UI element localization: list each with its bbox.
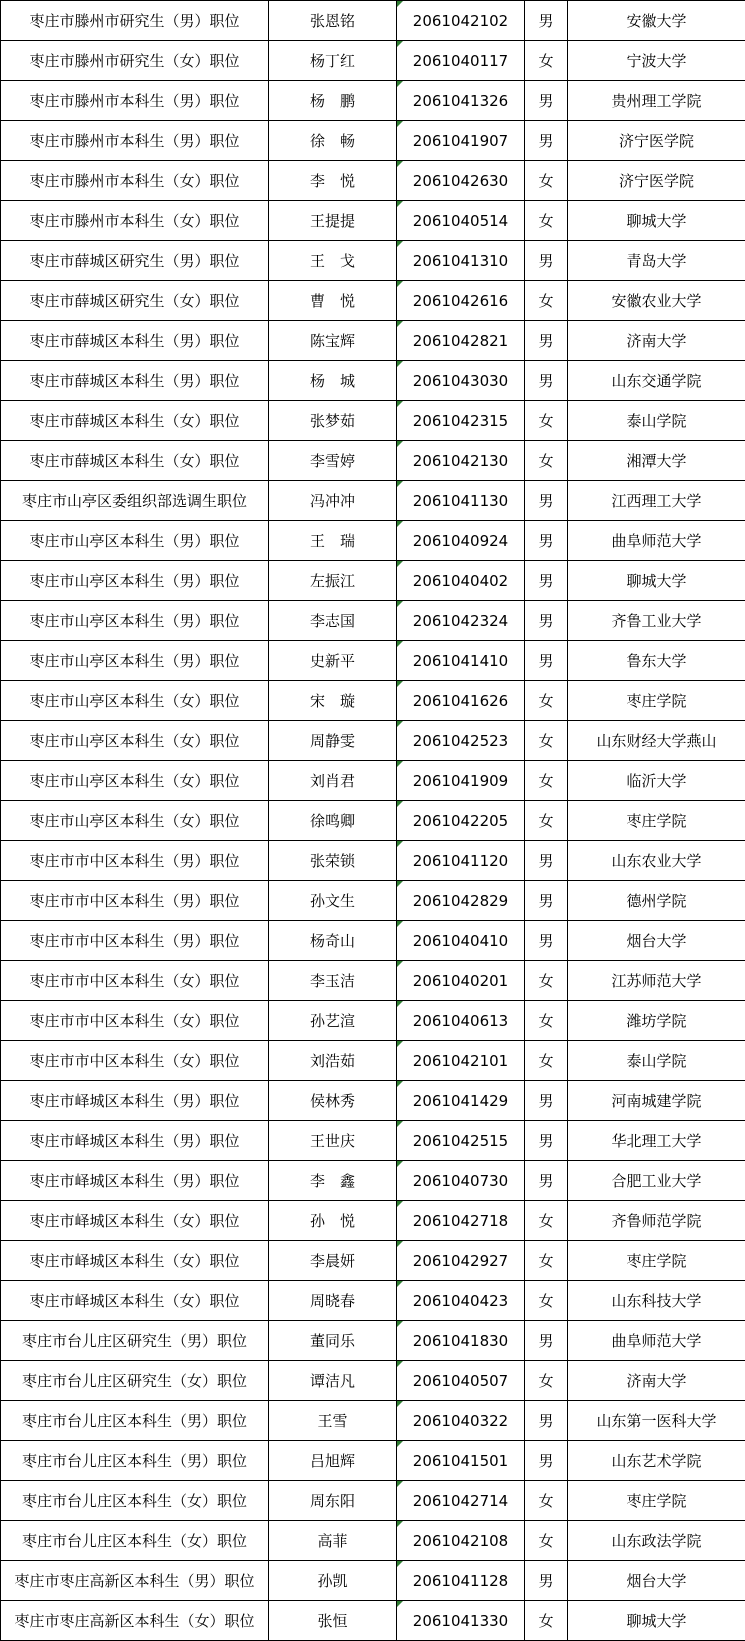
position-cell: 枣庄市山亭区本科生（女）职位 [1,721,269,761]
exam-id-cell: 2061041501 [397,1441,525,1481]
gender-cell: 女 [525,1281,568,1321]
table-row [1,361,745,401]
exam-id-cell: 2061042102 [397,1,525,41]
position-cell: 枣庄市峄城区本科生（女）职位 [1,1201,269,1241]
gender-cell: 男 [525,521,568,561]
position-cell: 枣庄市峄城区本科生（女）职位 [1,1281,269,1321]
exam-id-cell: 2061041120 [397,841,525,881]
name-cell: 左振江 [269,561,397,601]
gender-cell: 男 [525,361,568,401]
exam-id-cell: 2061040924 [397,521,525,561]
table-row [1,801,745,841]
gender-cell: 女 [525,1521,568,1561]
table-row [1,1441,745,1481]
exam-id-cell: 2061041130 [397,481,525,521]
exam-id-cell: 2061041909 [397,761,525,801]
position-cell: 枣庄市薛城区本科生（男）职位 [1,321,269,361]
table-row [1,1561,745,1601]
position-cell: 枣庄市滕州市研究生（男）职位 [1,1,269,41]
exam-id-cell: 2061040117 [397,41,525,81]
exam-id-cell: 2061042205 [397,801,525,841]
exam-id-cell: 2061041429 [397,1081,525,1121]
school-cell: 华北理工大学 [568,1121,745,1161]
school-cell: 山东科技大学 [568,1281,745,1321]
school-cell: 聊城大学 [568,1601,745,1641]
exam-id-cell: 2061042630 [397,161,525,201]
school-cell: 齐鲁工业大学 [568,601,745,641]
name-cell: 孙艺渲 [269,1001,397,1041]
gender-cell: 女 [525,1001,568,1041]
position-cell: 枣庄市峄城区本科生（男）职位 [1,1081,269,1121]
exam-id-cell: 2061042829 [397,881,525,921]
name-cell: 宋 璇 [269,681,397,721]
table-row [1,1401,745,1441]
table-row [1,881,745,921]
table-row [1,321,745,361]
exam-id-cell: 2061040613 [397,1001,525,1041]
school-cell: 枣庄学院 [568,801,745,841]
school-cell: 济宁医学院 [568,161,745,201]
school-cell: 枣庄学院 [568,1241,745,1281]
position-cell: 枣庄市滕州市本科生（男）职位 [1,121,269,161]
position-cell: 枣庄市薛城区本科生（女）职位 [1,441,269,481]
table-row [1,121,745,161]
position-cell: 枣庄市山亭区本科生（女）职位 [1,681,269,721]
position-cell: 枣庄市枣庄高新区本科生（女）职位 [1,1601,269,1641]
school-cell: 合肥工业大学 [568,1161,745,1201]
gender-cell: 男 [525,121,568,161]
name-cell: 王 戈 [269,241,397,281]
school-cell: 齐鲁师范学院 [568,1201,745,1241]
position-cell: 枣庄市台儿庄区研究生（女）职位 [1,1361,269,1401]
school-cell: 宁波大学 [568,41,745,81]
position-cell: 枣庄市台儿庄区本科生（女）职位 [1,1521,269,1561]
position-cell: 枣庄市薛城区本科生（男）职位 [1,361,269,401]
table-row [1,281,745,321]
gender-cell: 男 [525,561,568,601]
position-cell: 枣庄市枣庄高新区本科生（男）职位 [1,1561,269,1601]
gender-cell: 女 [525,801,568,841]
school-cell: 枣庄学院 [568,1481,745,1521]
position-cell: 枣庄市台儿庄区本科生（女）职位 [1,1481,269,1521]
name-cell: 周晓春 [269,1281,397,1321]
school-cell: 枣庄学院 [568,681,745,721]
exam-id-cell: 2061042101 [397,1041,525,1081]
gender-cell: 男 [525,321,568,361]
school-cell: 安徽农业大学 [568,281,745,321]
name-cell: 李雪婷 [269,441,397,481]
school-cell: 山东交通学院 [568,361,745,401]
gender-cell: 男 [525,921,568,961]
position-cell: 枣庄市市中区本科生（男）职位 [1,841,269,881]
exam-id-cell: 2061041330 [397,1601,525,1641]
position-cell: 枣庄市山亭区本科生（男）职位 [1,521,269,561]
table-row [1,641,745,681]
position-cell: 枣庄市薛城区研究生（男）职位 [1,241,269,281]
position-cell: 枣庄市市中区本科生（男）职位 [1,881,269,921]
position-cell: 枣庄市滕州市本科生（女）职位 [1,161,269,201]
school-cell: 济南大学 [568,321,745,361]
school-cell: 烟台大学 [568,921,745,961]
name-cell: 史新平 [269,641,397,681]
school-cell: 泰山学院 [568,1041,745,1081]
table-row [1,201,745,241]
table-row [1,521,745,561]
table-row [1,1081,745,1121]
table-row [1,401,745,441]
school-cell: 山东政法学院 [568,1521,745,1561]
table-row [1,1601,745,1641]
name-cell: 李 鑫 [269,1161,397,1201]
school-cell: 青岛大学 [568,241,745,281]
gender-cell: 女 [525,961,568,1001]
gender-cell: 男 [525,1121,568,1161]
table-body [1,1,745,1641]
table-row [1,1241,745,1281]
position-cell: 枣庄市市中区本科生（女）职位 [1,1041,269,1081]
position-cell: 枣庄市山亭区本科生（男）职位 [1,601,269,641]
position-cell: 枣庄市峄城区本科生（男）职位 [1,1161,269,1201]
name-cell: 曹 悦 [269,281,397,321]
table-row [1,1521,745,1561]
position-cell: 枣庄市山亭区本科生（男）职位 [1,641,269,681]
exam-id-cell: 2061041326 [397,81,525,121]
exam-id-cell: 2061041907 [397,121,525,161]
exam-id-cell: 2061040730 [397,1161,525,1201]
exam-id-cell: 2061042714 [397,1481,525,1521]
school-cell: 鲁东大学 [568,641,745,681]
table-row [1,1001,745,1041]
school-cell: 聊城大学 [568,201,745,241]
name-cell: 王 瑞 [269,521,397,561]
gender-cell: 男 [525,841,568,881]
name-cell: 张恒 [269,1601,397,1641]
school-cell: 曲阜师范大学 [568,521,745,561]
name-cell: 李志国 [269,601,397,641]
name-cell: 王提提 [269,201,397,241]
school-cell: 贵州理工学院 [568,81,745,121]
table-row [1,41,745,81]
name-cell: 杨 城 [269,361,397,401]
table-row [1,921,745,961]
gender-cell: 男 [525,601,568,641]
name-cell: 李玉洁 [269,961,397,1001]
gender-cell: 男 [525,1441,568,1481]
gender-cell: 女 [525,1361,568,1401]
position-cell: 枣庄市峄城区本科生（男）职位 [1,1121,269,1161]
name-cell: 李晨妍 [269,1241,397,1281]
school-cell: 聊城大学 [568,561,745,601]
name-cell: 董同乐 [269,1321,397,1361]
gender-cell: 女 [525,401,568,441]
exam-id-cell: 2061040507 [397,1361,525,1401]
table-row [1,81,745,121]
exam-id-cell: 2061042616 [397,281,525,321]
exam-id-cell: 2061042324 [397,601,525,641]
exam-id-cell: 2061042718 [397,1201,525,1241]
position-cell: 枣庄市市中区本科生（女）职位 [1,961,269,1001]
name-cell: 冯冲冲 [269,481,397,521]
gender-cell: 女 [525,1481,568,1521]
school-cell: 曲阜师范大学 [568,1321,745,1361]
table-row [1,1361,745,1401]
name-cell: 孙 悦 [269,1201,397,1241]
gender-cell: 男 [525,241,568,281]
table-row [1,1041,745,1081]
gender-cell: 男 [525,1321,568,1361]
exam-id-cell: 2061040423 [397,1281,525,1321]
table-row [1,681,745,721]
name-cell: 杨丁红 [269,41,397,81]
name-cell: 徐 畅 [269,121,397,161]
name-cell: 张恩铭 [269,1,397,41]
table-row [1,601,745,641]
exam-id-cell: 2061040410 [397,921,525,961]
name-cell: 杨奇山 [269,921,397,961]
position-cell: 枣庄市滕州市本科生（男）职位 [1,81,269,121]
table-row [1,1201,745,1241]
name-cell: 吕旭辉 [269,1441,397,1481]
name-cell: 王雪 [269,1401,397,1441]
name-cell: 刘肖君 [269,761,397,801]
exam-id-cell: 2061042315 [397,401,525,441]
school-cell: 泰山学院 [568,401,745,441]
exam-id-cell: 2061042515 [397,1121,525,1161]
school-cell: 江苏师范大学 [568,961,745,1001]
position-cell: 枣庄市滕州市研究生（女）职位 [1,41,269,81]
table-row [1,1281,745,1321]
exam-id-cell: 2061042130 [397,441,525,481]
gender-cell: 女 [525,1201,568,1241]
name-cell: 高菲 [269,1521,397,1561]
position-cell: 枣庄市山亭区本科生（女）职位 [1,801,269,841]
name-cell: 张梦茹 [269,401,397,441]
position-cell: 枣庄市市中区本科生（男）职位 [1,921,269,961]
table-row [1,1161,745,1201]
table-row [1,481,745,521]
name-cell: 王世庆 [269,1121,397,1161]
gender-cell: 男 [525,1401,568,1441]
exam-id-cell: 2061040201 [397,961,525,1001]
school-cell: 济宁医学院 [568,121,745,161]
position-cell: 枣庄市市中区本科生（女）职位 [1,1001,269,1041]
position-cell: 枣庄市台儿庄区本科生（男）职位 [1,1441,269,1481]
table-row [1,1481,745,1521]
table-row [1,1121,745,1161]
gender-cell: 男 [525,1,568,41]
name-cell: 刘浩茹 [269,1041,397,1081]
school-cell: 湘潭大学 [568,441,745,481]
table-row [1,1321,745,1361]
position-cell: 枣庄市薛城区研究生（女）职位 [1,281,269,321]
name-cell: 谭洁凡 [269,1361,397,1401]
position-cell: 枣庄市山亭区本科生（男）职位 [1,561,269,601]
gender-cell: 女 [525,41,568,81]
position-cell: 枣庄市滕州市本科生（女）职位 [1,201,269,241]
table-row [1,161,745,201]
gender-cell: 男 [525,881,568,921]
exam-id-cell: 2061042108 [397,1521,525,1561]
school-cell: 济南大学 [568,1361,745,1401]
gender-cell: 女 [525,1601,568,1641]
gender-cell: 男 [525,1161,568,1201]
name-cell: 陈宝辉 [269,321,397,361]
school-cell: 烟台大学 [568,1561,745,1601]
school-cell: 临沂大学 [568,761,745,801]
table-row [1,1,745,41]
school-cell: 潍坊学院 [568,1001,745,1041]
exam-id-cell: 2061042927 [397,1241,525,1281]
table-row [1,721,745,761]
gender-cell: 女 [525,1241,568,1281]
name-cell: 周东阳 [269,1481,397,1521]
gender-cell: 女 [525,281,568,321]
position-cell: 枣庄市台儿庄区本科生（男）职位 [1,1401,269,1441]
school-cell: 山东财经大学燕山 [568,721,745,761]
position-cell: 枣庄市薛城区本科生（女）职位 [1,401,269,441]
exam-id-cell: 2061042523 [397,721,525,761]
gender-cell: 女 [525,201,568,241]
position-cell: 枣庄市山亭区本科生（女）职位 [1,761,269,801]
gender-cell: 女 [525,761,568,801]
school-cell: 德州学院 [568,881,745,921]
gender-cell: 女 [525,441,568,481]
gender-cell: 女 [525,721,568,761]
table-row [1,761,745,801]
gender-cell: 女 [525,161,568,201]
table-row [1,961,745,1001]
school-cell: 安徽大学 [568,1,745,41]
table-row [1,441,745,481]
exam-id-cell: 2061041310 [397,241,525,281]
exam-id-cell: 2061040402 [397,561,525,601]
school-cell: 山东第一医科大学 [568,1401,745,1441]
name-cell: 周静雯 [269,721,397,761]
exam-id-cell: 2061041410 [397,641,525,681]
table-row [1,841,745,881]
gender-cell: 男 [525,1081,568,1121]
name-cell: 杨 鹏 [269,81,397,121]
name-cell: 李 悦 [269,161,397,201]
position-cell: 枣庄市峄城区本科生（女）职位 [1,1241,269,1281]
gender-cell: 男 [525,1561,568,1601]
position-cell: 枣庄市台儿庄区研究生（男）职位 [1,1321,269,1361]
exam-id-cell: 2061042821 [397,321,525,361]
gender-cell: 女 [525,681,568,721]
name-cell: 张荣锁 [269,841,397,881]
table-row [1,561,745,601]
school-cell: 江西理工大学 [568,481,745,521]
exam-id-cell: 2061041830 [397,1321,525,1361]
gender-cell: 男 [525,481,568,521]
school-cell: 山东艺术学院 [568,1441,745,1481]
exam-id-cell: 2061043030 [397,361,525,401]
name-cell: 徐鸣卿 [269,801,397,841]
gender-cell: 男 [525,81,568,121]
gender-cell: 女 [525,1041,568,1081]
exam-id-cell: 2061041128 [397,1561,525,1601]
school-cell: 山东农业大学 [568,841,745,881]
exam-id-cell: 2061041626 [397,681,525,721]
name-cell: 侯林秀 [269,1081,397,1121]
exam-id-cell: 2061040322 [397,1401,525,1441]
name-cell: 孙凯 [269,1561,397,1601]
name-cell: 孙文生 [269,881,397,921]
position-cell: 枣庄市山亭区委组织部选调生职位 [1,481,269,521]
exam-id-cell: 2061040514 [397,201,525,241]
gender-cell: 男 [525,641,568,681]
school-cell: 河南城建学院 [568,1081,745,1121]
table-row [1,241,745,281]
